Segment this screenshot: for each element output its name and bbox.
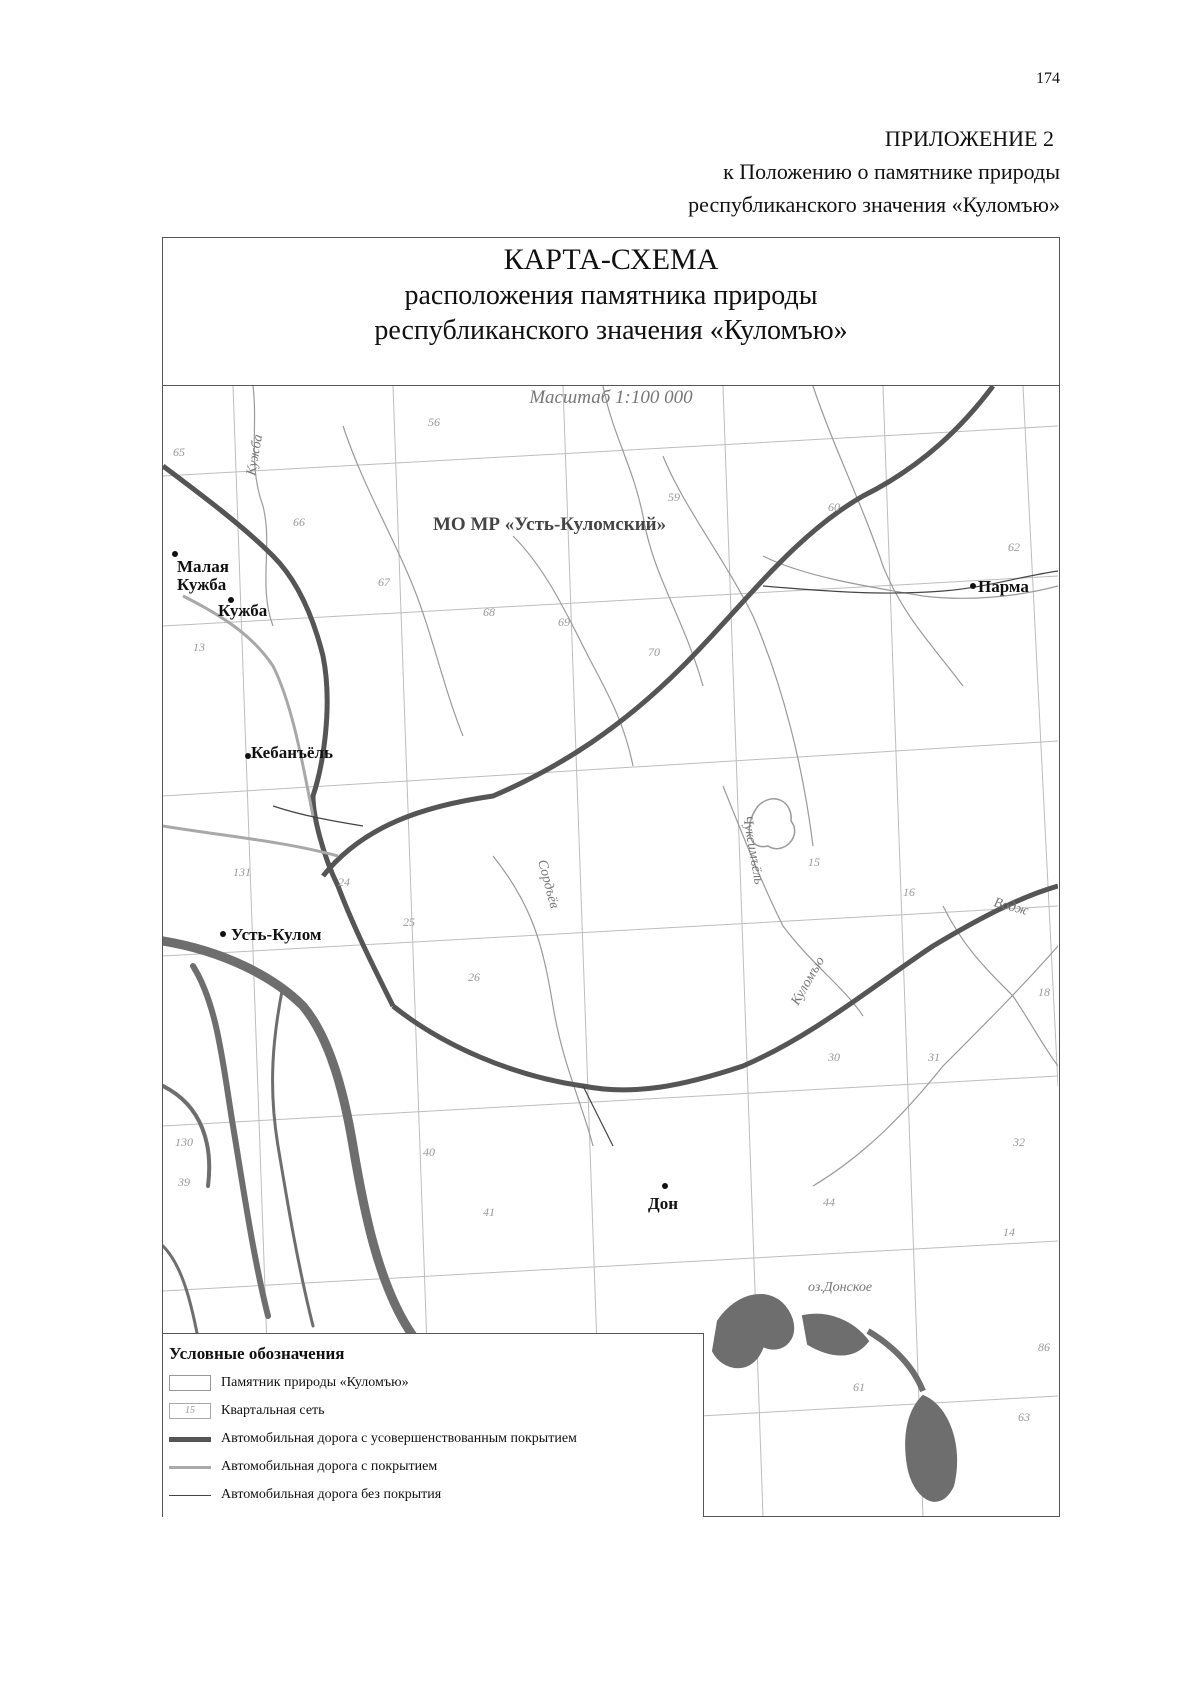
page-number: 174	[1036, 70, 1060, 87]
quarter-number: 13	[193, 640, 205, 654]
road-dirt-swatch	[169, 1487, 211, 1503]
map-subtitle-2: республиканского значения «Куломъю»	[374, 315, 848, 346]
quarter-number: 70	[648, 645, 660, 659]
map-sheet	[162, 237, 1060, 1517]
settlement-malaya: Малая	[177, 557, 229, 576]
road-covered-swatch	[169, 1459, 211, 1475]
legend-item-quarter-grid	[169, 1400, 325, 1422]
appendix-title: ПРИЛОЖЕНИЕ 2	[884, 126, 1054, 151]
quarter-number: 62	[1008, 540, 1020, 554]
legend-label: Автомобильная дорога с покрытием	[221, 1459, 438, 1474]
quarter-number: 56	[428, 415, 440, 429]
quarter-number: 69	[558, 615, 570, 629]
quarter-number: 130	[175, 1135, 193, 1149]
settlement-marker	[970, 583, 976, 589]
settlement-marker	[662, 1183, 668, 1189]
quarter-number: 25	[403, 915, 415, 929]
quarter-number: 60	[828, 500, 840, 514]
quarter-number: 68	[483, 605, 495, 619]
lake-donskoe	[713, 1295, 956, 1501]
quarter-number: 31	[928, 1050, 940, 1064]
quarter-number: 39	[178, 1175, 190, 1189]
quarter-number: 41	[483, 1205, 495, 1219]
monument-boundary-swatch	[169, 1375, 211, 1391]
river-main	[163, 941, 413, 1366]
legend-item-road-dirt	[169, 1484, 441, 1506]
quarter-number: 18	[1038, 985, 1050, 999]
legend-title: Условные обозначения	[169, 1344, 345, 1363]
map-scale: Масштаб 1:100 000	[529, 387, 693, 408]
quarter-number: 15	[808, 855, 820, 869]
quarter-number: 16	[903, 885, 915, 899]
quarter-number: 59	[668, 490, 680, 504]
lake-label: оз.Донское	[808, 1280, 873, 1295]
legend-label: Квартальная сеть	[221, 1403, 325, 1418]
roads	[163, 386, 1058, 1146]
settlement-kebanyol: Кебанъёль	[251, 743, 334, 762]
quarter-number: 61	[853, 1380, 865, 1394]
quarter-number: 40	[423, 1145, 435, 1159]
quarter-number: 67	[378, 575, 390, 589]
map-title-box	[163, 238, 1059, 386]
quarter-number: 14	[1003, 1225, 1015, 1239]
legend-item-road-covered	[169, 1456, 437, 1478]
river-label-chuksimyol: Чуксимъёль	[739, 814, 766, 886]
appendix-line-1: к Положению о памятнике природы	[723, 159, 1060, 184]
settlement-don: Дон	[648, 1194, 678, 1213]
legend-label: Автомобильная дорога без покрытия	[221, 1487, 442, 1502]
road-main-swatch	[169, 1431, 211, 1447]
settlement-ust-kulom: Усть-Кулом	[231, 925, 322, 944]
streams	[253, 386, 1058, 1186]
quarter-number: 32	[1013, 1135, 1025, 1149]
quarter-grid-swatch: 15	[169, 1403, 211, 1419]
river-label-sordyov: Сордъёв	[534, 858, 562, 911]
legend-item-monument	[169, 1372, 409, 1394]
river-label-kulomyu: Куломъю	[788, 954, 829, 1008]
river-label-kuzhba: Кужба	[244, 433, 267, 477]
settlement-marker	[220, 931, 226, 937]
appendix-header	[360, 122, 1060, 221]
quarter-number: 44	[823, 1195, 835, 1209]
district-label: МО МР «Усть-Куломский»	[433, 514, 667, 535]
map-subtitle-1: расположения памятника природы	[404, 280, 818, 311]
legend-label: Памятник природы «Куломъю»	[221, 1375, 409, 1390]
quarter-number: 65	[173, 445, 185, 459]
quarter-number: 24	[338, 875, 350, 889]
quarter-number: 131	[233, 865, 251, 879]
map-title: КАРТА-СХЕМА	[503, 243, 719, 276]
settlement-parma: Парма	[978, 577, 1029, 596]
quarter-number: 63	[1018, 1410, 1030, 1424]
settlement-kuzhba: Кужба	[218, 601, 268, 620]
quarter-number: 66	[293, 515, 305, 529]
quarter-number: 26	[468, 970, 480, 984]
settlement-kuzhba-small: Кужба	[177, 575, 227, 594]
quarter-number: 30	[828, 1050, 840, 1064]
legend-label: Автомобильная дорога с усовершенствованным покрытием	[221, 1431, 577, 1446]
legend	[163, 1333, 704, 1517]
quarter-numbers	[173, 415, 1050, 1424]
river-label-vodzh: Водж	[991, 895, 1031, 920]
river-labels	[244, 433, 1030, 1295]
quarter-number: 86	[1038, 1340, 1050, 1354]
appendix-line-2: республиканского значения «Куломъю»	[688, 192, 1060, 217]
legend-item-road-main	[169, 1428, 577, 1450]
